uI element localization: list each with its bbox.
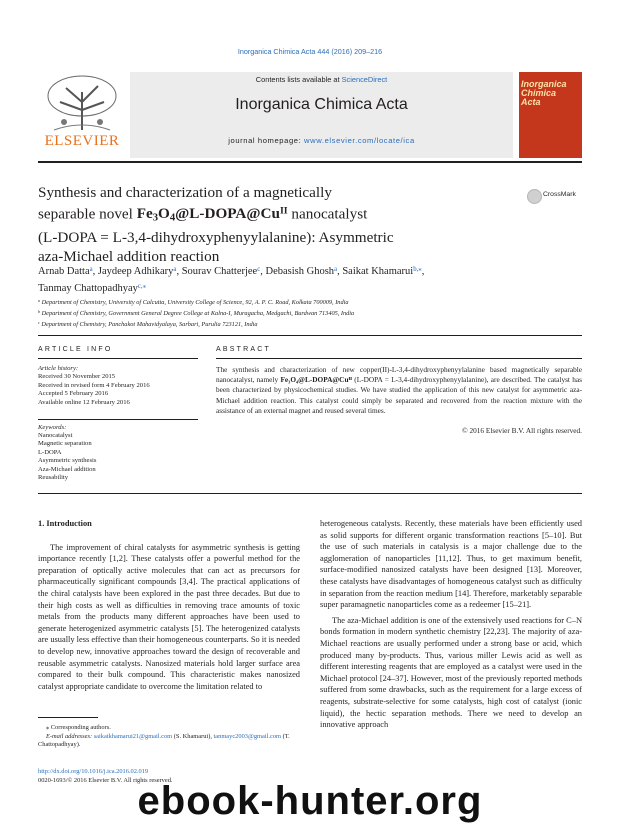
affiliation-mark[interactable]: c,⁎ (137, 283, 147, 291)
keyword: Magnetic separation (38, 440, 92, 448)
journal-citation[interactable]: Inorganica Chimica Acta 444 (2016) 209–216 (237, 47, 383, 56)
author-name: Sourav Chatterjee (181, 266, 258, 278)
formula-part: @L-DOPA@Cu (175, 205, 280, 223)
title-line (38, 202, 508, 228)
title-text: separable novel (38, 205, 137, 223)
formula-part: O (158, 205, 170, 223)
contents-prefix: Contents lists available at (255, 75, 342, 84)
formula-part: II (279, 206, 288, 217)
history-label: Article history: (38, 365, 79, 372)
history-item: Available online 12 February 2016 (38, 398, 130, 406)
author-name: Jaydeep Adhikary (97, 266, 174, 278)
keyword: Reusability (38, 473, 69, 481)
journal-title: Inorganica Chimica Acta (235, 96, 408, 113)
article-info (38, 365, 178, 482)
cover-line: Acta (521, 97, 541, 107)
cover-line: Inorganica (521, 79, 567, 89)
author[interactable] (38, 283, 146, 294)
paragraph: heterogeneous catalysts. Recently, these materials have been efficiently used as solid supports for different organic transformation reactions [5–10]. But the use of such materials in catalysis is a major challenge due to the agglomeration of nanoparticles [11,12]. Thus, to get maximum benefit, surface-modified nanosized catalysts have been designed [13]. Moreover, these catalysts have disadvantages of homogeneous catalyst such as difficulty in separation from the reaction medium [14]. Therefore, marketably separable super paramagnetic nanoparticles come as a redeemer [15–21]. (320, 519, 582, 610)
title-line: Synthesis and characterization of a magnetically (38, 184, 332, 201)
author-name: Arnab Datta (38, 266, 90, 278)
author[interactable] (38, 266, 93, 277)
keyword: Aza-Michael addition (38, 465, 96, 473)
affiliation-mark: a (38, 298, 41, 303)
crossmark-button[interactable] (527, 189, 582, 203)
title-line: (L-DOPA = L-3,4-dihydroxyphenyylalanine): Asymmetric (38, 229, 394, 247)
title-text: nanocatalyst (287, 205, 368, 223)
sciencedirect-link[interactable]: ScienceDirect (341, 75, 388, 84)
history-item: Received in revised form 4 February 2016 (38, 381, 150, 389)
abstract-part: (L-DOPA = L-3,4-dihydroxyphenyylalanine), are described. The catalyst has been characterized by physicochemical studies. We have studied the application of this new catalyst for asymmetric aza-Michael addition reaction. This catalyst could simply be separated and recovered from the reaction mixture with the assistance of an external magnet and reused several times. (216, 375, 583, 415)
author-list: Arnab Datta$^a$, Jaydeep Adhikary$^a$, Sourav Chatterjee$^c$, Debasish Ghosh$^a$, Saikat Khamarui$^{b,⁎}$, Tanmay Chattopadhyay$^{c,⁎}$ (38, 266, 425, 295)
author-name: Saikat Khamarui (342, 266, 414, 278)
section-title: 1. Introduction (38, 519, 92, 528)
history-item: Received 30 November 2015 (38, 373, 116, 381)
journal-homepage (130, 136, 513, 145)
journal-banner (130, 72, 513, 158)
affiliation-text: Department of Chemistry, University of Calcutta, University College of Science, 92, A. P. C. Road, Kolkata 700009, India (41, 298, 349, 306)
homepage-link[interactable]: www.elsevier.com/locate/ica (304, 136, 415, 145)
homepage-prefix: journal homepage: (228, 136, 305, 145)
journal-cover-title (521, 80, 581, 107)
abstract-part: The synthesis and characterization of new copper(II)-L-3,4-dihydroxyphenyylalanine based magnetically separable nanocatalyst, namely (216, 365, 582, 385)
affiliation (38, 307, 582, 318)
issn-line: 0020-1693/© 2016 Elsevier B.V. All rights reserved. (38, 776, 173, 784)
keyword: L-DOPA (38, 448, 62, 456)
email-link[interactable]: tanmayc2003@gmail.com (213, 732, 281, 740)
body-column-right (320, 518, 582, 731)
abstract-copyright: © 2016 Elsevier B.V. All rights reserved. (462, 426, 582, 435)
header-rule (38, 161, 582, 163)
formula-part: 4 (169, 213, 176, 225)
keywords-rule (38, 419, 198, 420)
corresponding-note: ⁎ Corresponding authors. (46, 724, 111, 731)
author[interactable] (342, 266, 421, 277)
abstract-text (216, 365, 582, 416)
doi-link[interactable]: http://dx.doi.org/10.1016/j.ica.2016.02.019 (38, 768, 149, 775)
publisher-logo-text: ELSEVIER (44, 133, 120, 149)
info-rule (38, 358, 198, 359)
affiliation-mark[interactable]: c (257, 266, 261, 273)
keyword: Nanocatalyst (38, 431, 73, 439)
affiliation-mark[interactable]: a (334, 266, 338, 273)
formula-part: 3 (152, 213, 159, 225)
abstract-rule (216, 358, 582, 359)
history-item: Accepted 5 February 2016 (38, 390, 109, 398)
affiliation (38, 318, 582, 329)
paragraph: The improvement of chiral catalysts for asymmetric synthesis is getting importance recently [1,2]. These catalysts offer a powerful method for the preparation of optically active molecules that can act as precursors for pharmaceutically significant compounds [3,4]. The practical applications of the chiral catalysts have been explored in the past three decades. But due to their high costs as well as difficulties in removing trace amounts of toxic metals from the products many different approaches have been used to generate heterogenized asymmetric catalysts [5]. The heterogenized catalysts are usually less effective than their homogeneous counterparts. So it is needed to develop new, innovative approaches toward the design of recoverable and reusable asymmetric catalysts. Nanosized materials hold larger surface area compared to their bulk compound. This characteristic makes nanosized catalyst appropriate candidate to overcome the limitation related to (38, 542, 300, 691)
author[interactable] (266, 266, 338, 277)
affiliation-text: Department of Chemistry, Panchakot Mahavidyalaya, Sarbari, Purulia 723121, India (41, 320, 258, 328)
article-info-heading: ARTICLE INFO (38, 346, 113, 353)
keywords-label: Keywords: (38, 423, 67, 431)
author[interactable] (182, 266, 261, 277)
article-title (38, 183, 508, 266)
title-line: aza-Michael addition reaction (38, 248, 220, 266)
cover-line: Chimica (521, 88, 557, 98)
footnote-rule (38, 717, 98, 718)
affiliation-text: Department of Chemistry, Government General Degree College at Kalna-I, Muragacha, Medgachi, Burdwan 713405, India (41, 309, 355, 317)
author-name: Tanmay Chattopadhyay (38, 283, 138, 295)
affiliation-mark[interactable]: a (89, 266, 93, 273)
paragraph: The aza-Michael addition is one of the extensively used reactions for C–N bonds formation in modern synthetic chemistry [22,23]. The majority of aza-Michael reactions are usually performed under a strong base or acid, which produced many by-products. Thus, various miller Lewis acid as well as different interesting reagents that are employed as a catalyst were used in the Michael protocol [24–37]. However, most of the previously reported methods suffered from some drawbacks, such as the requirement for a large excess of reagents, substrate-selective for some catalysts, high cost of catalyst (ionic liquid), the hectic separation methods. There we need to develop an innovative approach (320, 615, 582, 730)
affiliation (38, 296, 582, 307)
affiliations (38, 296, 582, 329)
author[interactable] (98, 266, 177, 277)
email-link[interactable]: saikatkhamarui21@gmail.com (93, 732, 173, 740)
watermark-text: ebook-hunter.org (137, 779, 483, 823)
crossmark-label: CrossMark (543, 191, 576, 198)
contents-line (130, 75, 513, 84)
email-owner: (T. Chattopadhyay). (38, 732, 290, 749)
body-rule (38, 493, 582, 494)
affiliation-mark: b (38, 309, 41, 315)
keyword: Asymmetric synthesis (38, 457, 97, 465)
email-label: E-mail addresses: (46, 732, 94, 740)
catalyst-formula (136, 205, 288, 225)
abstract-heading: ABSTRACT (216, 346, 271, 353)
affiliation-mark[interactable]: b,⁎ (413, 266, 422, 273)
affiliation-mark: c (38, 320, 40, 326)
body-column-left (38, 518, 300, 692)
crossmark-icon (527, 189, 542, 204)
email-line (38, 733, 300, 750)
formula-part: Fe (136, 205, 153, 223)
affiliation-mark[interactable]: a (173, 266, 177, 273)
footnote (38, 724, 300, 750)
author-name: Debasish Ghosh (265, 266, 335, 278)
section-rule (38, 335, 582, 336)
email-owner: (S. Khamarui), (172, 732, 214, 740)
abstract-formula: Fe₃O₄@L-DOPA@Cuᴵᴵ (280, 375, 352, 385)
